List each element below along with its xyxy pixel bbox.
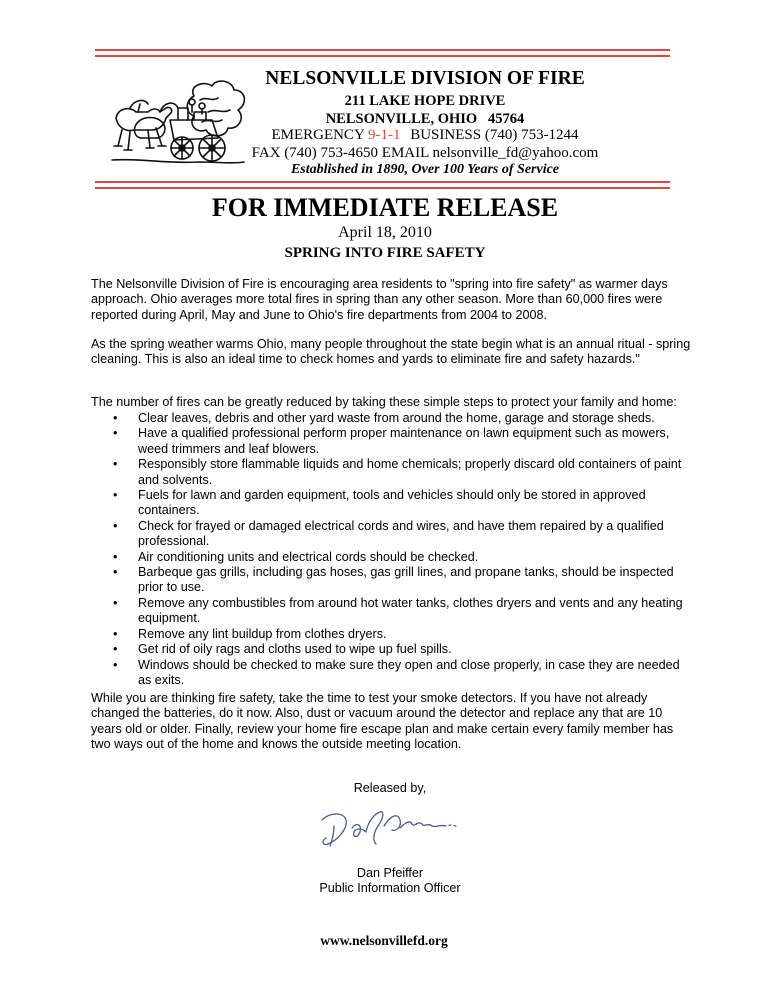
bullet-icon: •: [113, 488, 118, 503]
bullet-icon: •: [113, 565, 118, 580]
bullet-icon: •: [113, 518, 118, 533]
list-item: • Windows should be checked to make sure they open and close properly, in case they are needed as exits.: [113, 657, 680, 687]
business-phone: BUSINESS (740) 753-1244: [410, 127, 579, 143]
emergency-label: EMERGENCY: [271, 127, 365, 143]
list-item: • Check for frayed or damaged electrical cords and wires, and have them repaired by a qualified professional.: [113, 518, 664, 549]
address-line-2: NELSONVILLE, OHIO 45764: [325, 111, 525, 127]
fax-email-line: FAX (740) 753-4650 EMAIL nelsonville_fd@yahoo.com: [251, 145, 599, 161]
header-rule-bottom-2: [95, 187, 670, 189]
list-item: • Get rid of oily rags and cloths used to wipe up fuel spills.: [113, 642, 452, 657]
bullet-icon: •: [113, 457, 118, 472]
list-intro: The number of fires can be greatly reduced by taking these simple steps to protect your family and home:: [91, 395, 677, 409]
safety-steps-list: [91, 411, 691, 688]
org-name: NELSONVILLE DIVISION OF FIRE: [265, 68, 585, 89]
signer-title: Public Information Officer: [319, 881, 461, 895]
list-item: • Barbeque gas grills, including gas hoses, gas grill lines, and propane tanks, should be inspected prior to use.: [113, 565, 674, 595]
released-by: Released by,: [353, 781, 427, 795]
list-item: • Have a qualified professional perform proper maintenance on lawn equipment such as mowers, weed trimmers and leaf blowers.: [113, 426, 670, 456]
emergency-number: 9-1-1: [367, 127, 401, 143]
established-line: Established in 1890, Over 100 Years of Service: [290, 162, 560, 177]
body-paragraph-2: As the spring weather warms Ohio, many people throughout the state begin what is an annual ritual - spring cleaning. This is also an ideal time to check homes and yards to eliminate fire and safety hazards.": [91, 337, 691, 367]
closing-paragraph: While you are thinking fire safety, take the time to test your smoke detectors. If you have not already changed the batteries, do it now. Also, dust or vacuum around the detector and replace any that are 10 years old or older. Finally, review your home fire escape plan and make certain every family member has two ways out of the home and knows the outside meeting location.: [91, 691, 674, 752]
bullet-icon: •: [113, 657, 118, 672]
header-rule-top-1: [95, 49, 670, 51]
list-item: • Responsibly store flammable liquids and home chemicals; properly discard old containers of paint and solvents.: [113, 457, 682, 487]
release-heading: FOR IMMEDIATE RELEASE: [211, 193, 559, 222]
bullet-icon: •: [113, 595, 118, 610]
header-rule-top-2: [95, 55, 670, 57]
address-line-1: 211 LAKE HOPE DRIVE: [344, 93, 506, 109]
bullet-icon: •: [113, 426, 118, 441]
list-item: • Fuels for lawn and garden equipment, tools and vehicles should only be stored in approved containers.: [113, 488, 646, 518]
body-paragraph-1: The Nelsonville Division of Fire is encouraging area residents to "spring into fire safety" as warmer days approach. Ohio averages more total fires in spring than any other season. More than 60,000 fires were reported during April, May and June to Ohio's fire departments from 2004 to 2008.: [91, 277, 668, 322]
bullet-icon: •: [113, 411, 118, 425]
footer-website-link[interactable]: www.nelsonvillefd.org: [320, 933, 448, 948]
header-rule-bottom-1: [95, 181, 670, 183]
release-title: SPRING INTO FIRE SAFETY: [284, 245, 486, 261]
phone-line: [230, 127, 620, 144]
list-item: • Clear leaves, debris and other yard waste from around the home, garage and storage sheds.: [113, 411, 655, 425]
list-item: • Remove any combustibles from around hot water tanks, clothes dryers and vents and any heating equipment.: [113, 595, 683, 626]
list-item: • Air conditioning units and electrical cords should be checked.: [113, 549, 479, 564]
handwritten-signature: [314, 806, 464, 852]
bullet-icon: •: [113, 549, 118, 564]
list-item: • Remove any lint buildup from clothes dryers.: [113, 626, 387, 641]
signer-name: Dan Pfeiffer: [356, 866, 424, 880]
bullet-icon: •: [113, 626, 118, 641]
horse-drawn-fire-engine-icon: [108, 78, 248, 170]
bullet-icon: •: [113, 642, 118, 657]
release-date: April 18, 2010: [338, 224, 432, 241]
